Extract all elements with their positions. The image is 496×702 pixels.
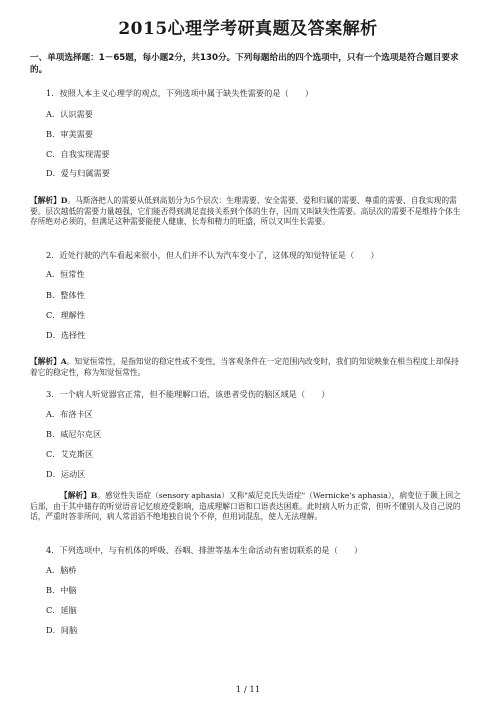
explanation: [30, 491, 466, 523]
page-title: 2015心理学考研真题及答案解析: [118, 19, 378, 39]
option: B．整体性: [46, 290, 85, 300]
option: C．艾克斯区: [46, 449, 94, 459]
explanation-text: 。知觉恒常性，是指知觉的稳定性或不变性，当客观条件在一定范围内改变时，我们的知觉映象在相当程度上却保持着它的稳定性，称为知觉恒常性。: [30, 357, 459, 377]
option: D．间脑: [46, 625, 78, 635]
explanation: [30, 196, 466, 228]
question-stem: 3．一个病人听觉器官正常，但不能理解口语，该患者受伤的脑区域是（ ）: [46, 389, 330, 399]
question-stem: 1．按照人本主义心理学的观点，下列选项中属于缺失性需要的是（ ）: [46, 88, 314, 98]
option: D．爱与归属需要: [46, 168, 110, 178]
explanation-label: 【解析】D: [30, 196, 68, 205]
option: D．选择性: [46, 330, 86, 340]
option: A．脑桥: [46, 565, 77, 575]
question-stem: 2．近处行驶的汽车看起来很小，但人们并不认为汽车变小了，这体现的知觉特征是（ ）: [46, 250, 379, 260]
explanation-label: 【解析】B: [60, 491, 98, 500]
option: A．布洛卡区: [46, 409, 93, 419]
option: D．运动区: [46, 469, 86, 479]
option: C．延脑: [46, 605, 77, 615]
question-stem: 4．下列选项中，与有机体的呼吸、吞咽、排泄等基本生命活动有密切联系的是（ ）: [46, 545, 363, 555]
section-heading: 一、单项选择题：1－65题，每小题2分，共130分。下列每题给出的四个选项中，只有一个选项是符合题目要求的。: [30, 53, 459, 75]
option: A．恒常性: [46, 269, 85, 279]
option: B．中脑: [46, 585, 77, 595]
explanation-text: 。马斯洛把人的需要从低到高划分为5个层次：生理需要、安全需要、爱和归属的需要、尊重的需要、自我实现的需要。层次越低的需要力量越强，它们能否得到满足直接关系到个体的生存，因而又叫缺失性需要。高层次的需要不是维持个体生存所绝对必须的，但满足这种需要能使人健康、长寿和精力的旺盛，所以又叫生长需要。: [30, 196, 461, 227]
explanation-text: 。感觉性失语症（sensory aphasia）又称"威尼克氏失语症"（Wernicke's aphasia），病变位于颞上回之后部，由于其中储存的听觉语音记忆痕迹受影响，造成理解口语和口语表达困难。此时病人听力正常，但听不懂别人及自己说的话，严重时答非所问，病人常滔滔不绝地独自说个不停，但用词混乱，使人无法理解。: [30, 491, 461, 522]
option: A．认识需要: [46, 109, 93, 119]
explanation-label: 【解析】A: [30, 357, 67, 366]
option: B．审美需要: [46, 129, 93, 139]
explanation: [30, 357, 466, 378]
page-number: 1 / 11: [235, 685, 261, 695]
option: B．威尼尔克区: [46, 429, 102, 439]
option: C．理解性: [46, 310, 86, 320]
option: C．自我实现需要: [46, 149, 110, 159]
